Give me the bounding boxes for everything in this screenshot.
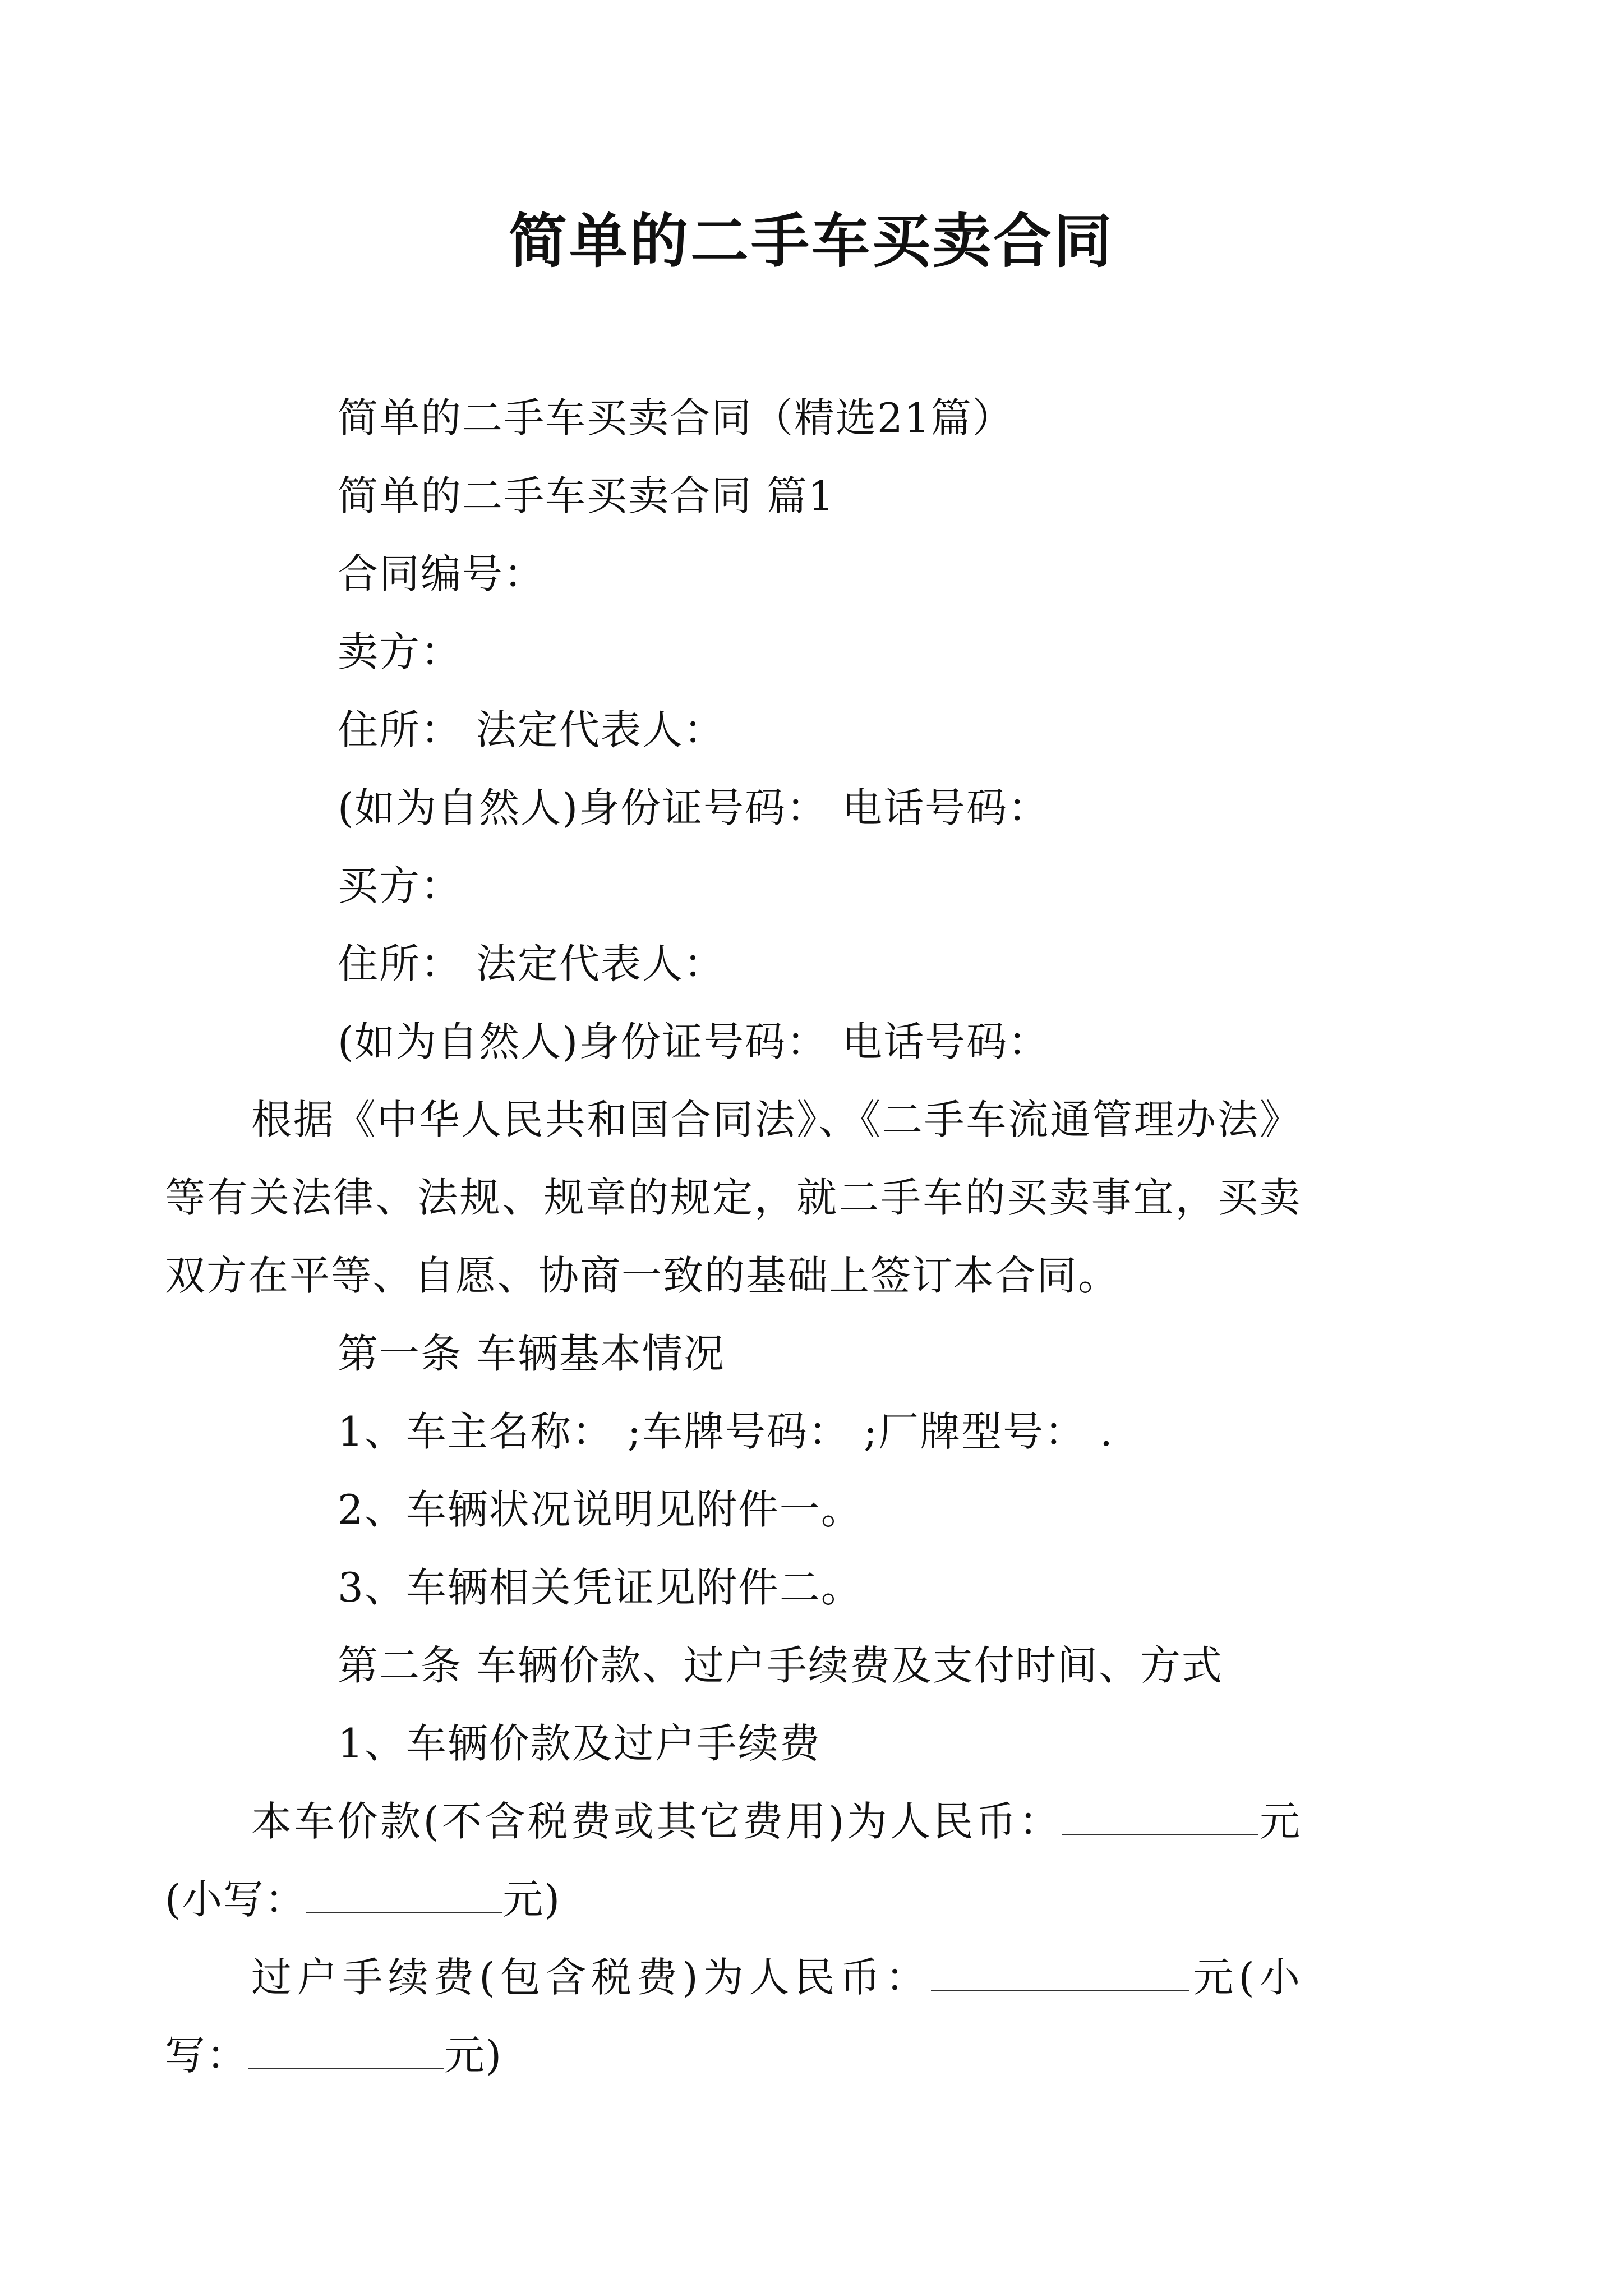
buyer-id-line: (如为自然人)身份证号码： 电话号码： [338,1018,1050,1065]
contract-number-line: 合同编号： [338,550,546,597]
article-1-item-3: 3、车辆相关凭证见附件二。 [338,1564,863,1611]
fee-suffix: 元) [444,2032,503,2079]
fee-middle: 元(小写： [165,1954,1301,2079]
article-1-item-2: 2、车辆状况说明见附件一。 [338,1486,863,1533]
seller-line: 卖方： [338,628,463,675]
document-title: 简单的二手车买卖合同 [508,207,1114,275]
fee-prefix: 过户手续费(包含税费)为人民币： [251,1954,932,2001]
document-body [165,379,1387,2095]
price-lowercase-blank [306,1877,502,1913]
fee-paragraph [165,1939,1301,2095]
article-1-heading: 第一条 车辆基本情况 [338,1330,725,1377]
fee-lowercase-blank [248,2033,444,2069]
fee-amount-blank [931,1955,1189,1991]
subtitle-line: 简单的二手车买卖合同（精选21篇） [338,394,1014,441]
price-paragraph [165,1783,1301,1939]
seller-id-line: (如为自然人)身份证号码： 电话号码： [338,784,1050,831]
buyer-address-line: 住所： 法定代表人： [338,940,725,987]
article-1-item-1: 1、车主名称： ;车牌号码： ;厂牌型号： . [338,1408,1114,1455]
section-heading: 简单的二手车买卖合同 篇1 [338,472,835,519]
article-2-heading: 第二条 车辆价款、过户手续费及支付时间、方式 [338,1642,1223,1689]
price-prefix: 本车价款(不含税费或其它费用)为人民币： [251,1798,1062,1845]
seller-address-line: 住所： 法定代表人： [338,706,725,753]
price-amount-blank [1062,1799,1258,1835]
buyer-line: 买方： [338,862,463,909]
legal-basis-paragraph: 根据《中华人民共和国合同法》、《二手车流通管理办法》等有关法律、法规、规章的规定，就二手车的买卖事宜，买卖双方在平等、自愿、协商一致的基础上签订本合同。 [165,1096,1301,1299]
article-2-item-1: 1、车辆价款及过户手续费 [338,1720,821,1767]
price-suffix: 元) [502,1876,561,1923]
price-middle: 元(小写： [165,1798,1301,1923]
